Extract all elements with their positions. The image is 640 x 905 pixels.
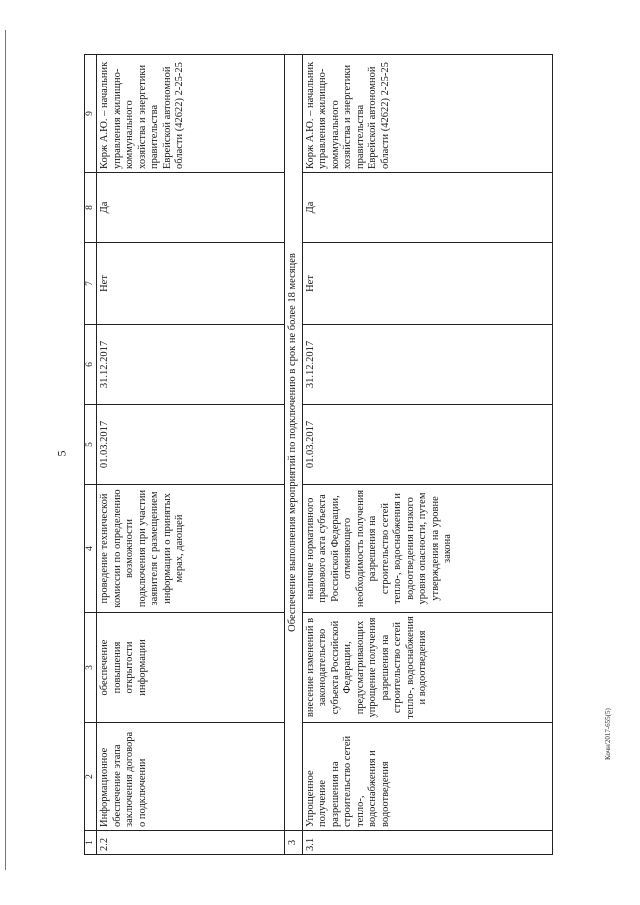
- header-cell: 2: [85, 723, 97, 831]
- responsible-person: Корж А.Ю. – начальник управления жилищно-коммунального хозяйства и энергетики правительства Еврейской автономной области (42622) 2-25-25: [97, 55, 285, 173]
- table-row-3-1: [302, 55, 552, 855]
- column-8-value: Да: [302, 173, 552, 243]
- page-edge-rule: [5, 30, 6, 870]
- header-cell: 7: [85, 243, 97, 325]
- header-row: [85, 55, 97, 855]
- responsible-person: Корж А.Ю. – начальник управления жилищно-коммунального хозяйства и энергетики правительства Еврейской автономной области (42622) 2-25-25: [302, 55, 552, 173]
- header-cell: 5: [85, 405, 97, 485]
- start-date: 01.03.2017: [97, 405, 285, 485]
- measure-goal: внесение изменений в законодательство субъекта Российской Федерации, предусматривающих упрощение получения разрешения на строительство сетей тепло-, водоснабжения и водоотведения: [302, 613, 552, 723]
- row-number: 2.2: [97, 831, 285, 855]
- header-cell: 3: [85, 613, 97, 723]
- header-cell: 6: [85, 325, 97, 405]
- document-code: Кочн/2017-655(5): [604, 708, 612, 760]
- measure-name: Информационное обеспечение этапа заключения договора о подключении: [97, 723, 285, 831]
- column-8-value: Да: [97, 173, 285, 243]
- column-7-value: Нет: [302, 243, 552, 325]
- measure-action: проведение технической комиссии по определению возможности подключения при участии заявителя с размещением информации о принятых мерах, дающей: [97, 485, 285, 613]
- header-cell: 9: [85, 55, 97, 173]
- end-date: 31.12.2017: [302, 325, 552, 405]
- section-row-3: [285, 55, 303, 855]
- measure-goal: обеспечение повышения открытости информации: [97, 613, 285, 723]
- measure-action: наличие нормативного правового акта субъекта Российской Федерации, отменяющего необходимость получения разрешения на строительство сетей тепло-, водоснабжения и водоотведения низкого уровня опасности, путем утверждения на уровне закона: [302, 485, 552, 613]
- measures-table: [84, 54, 553, 855]
- table-row-2-2: [97, 55, 285, 855]
- measure-name: Упрощенное получение разрешения на строительство сетей тепло-, водоснабжения и водоотведения: [302, 723, 552, 831]
- section-number: 3: [285, 831, 303, 855]
- column-7-value: Нет: [97, 243, 285, 325]
- start-date: 01.03.2017: [302, 405, 552, 485]
- page-number: 5: [54, 450, 69, 457]
- header-cell: 1: [85, 831, 97, 855]
- header-cell: 8: [85, 173, 97, 243]
- row-number: 3.1: [302, 831, 552, 855]
- rotated-table-sheet: [84, 55, 584, 855]
- header-cell: 4: [85, 485, 97, 613]
- section-title: Обеспечение выполнения мероприятий по подключению в срок не более 18 месяцев: [285, 55, 303, 831]
- end-date: 31.12.2017: [97, 325, 285, 405]
